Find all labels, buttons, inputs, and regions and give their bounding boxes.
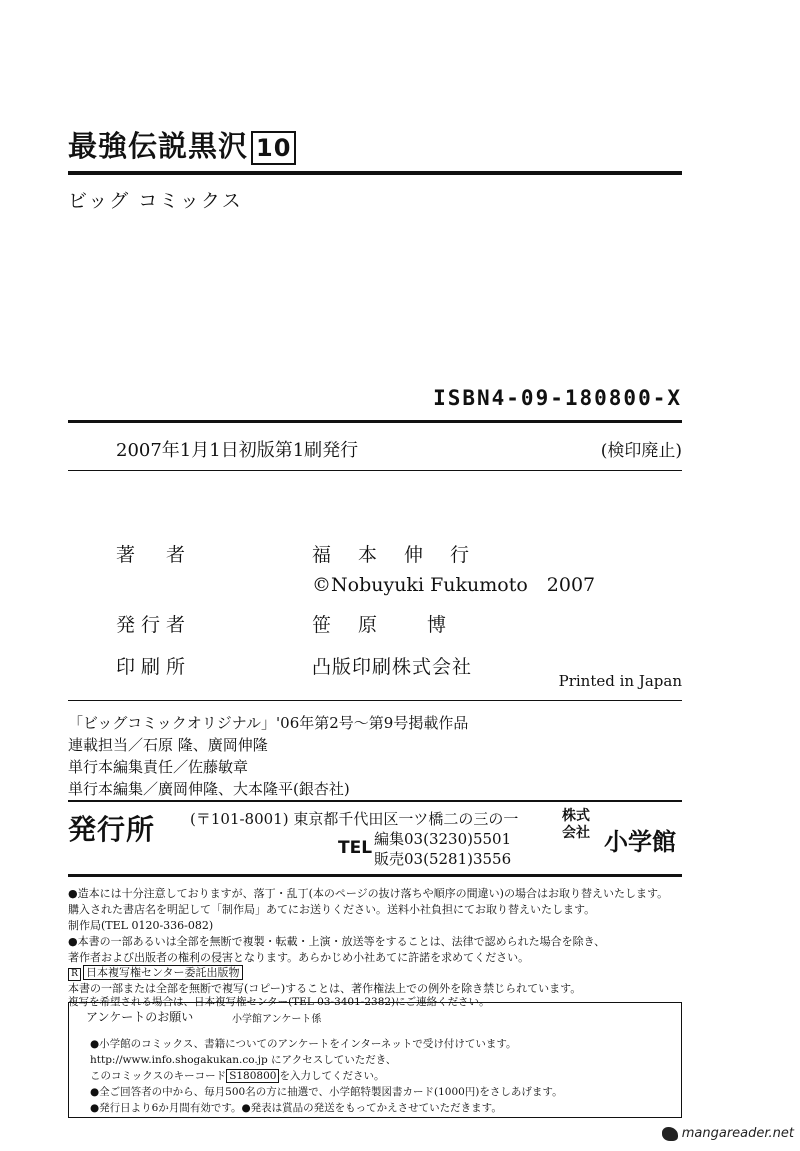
notice-line: 複写を希望される場合は、日本複写権センター(TEL 03-3401-2382)にご連絡ください。	[68, 996, 490, 1008]
publisher-rule	[68, 874, 682, 877]
isbn: ISBN4-09-180800-X	[433, 386, 682, 410]
keycode-suffix: を入力してください。	[279, 1070, 385, 1082]
printer-name: 凸版印刷株式会社	[312, 656, 473, 678]
copyright: ©Nobuyuki Fukumoto 2007	[312, 574, 596, 596]
watermark	[662, 1126, 794, 1141]
jrrc-label: 日本複写権センター委託出版物	[83, 965, 243, 980]
credit-line: 単行本編集責任／佐藤敏章	[68, 758, 249, 776]
book-title-text: 最強伝説黒沢	[68, 129, 249, 163]
tel-label: TEL	[338, 838, 373, 858]
notice-line: 本書の一部または全部を無断で複写(コピー)することは、著作権法上での例外を除き禁じられています。	[68, 982, 582, 995]
publisher-label: 発行者	[116, 614, 192, 636]
jrrc-mark: R	[68, 968, 81, 981]
publisher-address: (〒101-8001) 東京都千代田区一ツ橋二の三の一	[190, 810, 519, 828]
staff-rule	[68, 700, 682, 701]
keycode-prefix: このコミックスのキーコード	[90, 1070, 227, 1082]
seal-abolished: (検印廃止)	[600, 441, 682, 461]
series-name: ビッグ コミックス	[68, 190, 243, 212]
notice-line: 制作局(TEL 0120-336-082)	[68, 919, 214, 932]
title-rule	[68, 171, 682, 175]
edition-rule	[68, 470, 682, 471]
survey-line: ●小学館のコミックス、書籍についてのアンケートをインターネットで受け付けています。	[90, 1038, 517, 1050]
notice-line: ●本書の一部あるいは全部を無断で複製・転載・上演・放送等をすることは、法律で認められた場合を除き、	[68, 935, 606, 948]
notice-line: 著作者および出版者の権利の侵害となります。あらかじめ小社あてに許諾を求めてください。	[68, 951, 530, 964]
tel-sales: 販売03(5281)3556	[374, 850, 512, 868]
key-code: S180800	[226, 1069, 279, 1083]
book-title	[68, 124, 296, 165]
notice-jrrc-line	[68, 964, 243, 981]
notice-line: 購入された書店名を明記して「制作局」あてにお送りください。送料小社負担にてお取り替えいたします。	[68, 903, 596, 916]
survey-keycode-line	[90, 1068, 384, 1083]
survey-dept: 小学館アンケート係	[232, 1014, 322, 1025]
printed-in-japan: Printed in Japan	[558, 672, 682, 690]
credit-line: 連載担当／石原 隆、廣岡伸隆	[68, 736, 268, 754]
credits-rule	[68, 800, 682, 802]
watermark-logo-icon	[662, 1127, 678, 1141]
company-name: 小学館	[604, 828, 676, 856]
watermark-text: mangareader.net	[681, 1126, 794, 1141]
volume-number: 10	[251, 131, 296, 165]
survey-title: アンケートのお願い	[86, 1010, 194, 1024]
author-name: 福 本 伸 行	[312, 544, 474, 566]
author-label: 著 者	[116, 544, 192, 566]
tel-editorial: 編集03(3230)5501	[374, 830, 512, 848]
survey-line: ●全ご回答者の中から、毎月500名の方に抽選で、小学館特製図書カード(1000円)をさしあげます。	[90, 1086, 563, 1098]
credit-line: 「ビッグコミックオリジナル」'06年第2号～第9号掲載作品	[68, 714, 469, 732]
credit-line: 単行本編集／廣岡伸隆、大本隆平(銀杏社)	[68, 780, 350, 798]
survey-line: ●発行日より6か月間有効です。●発表は賞品の発送をもってかえさせていただきます。	[90, 1102, 502, 1114]
publisher-name: 笹 原 博	[312, 614, 451, 636]
notice-line: ●造本には十分注意しておりますが、落丁・乱丁(本のページの抜け落ちや順序の間違い)の場合はお取り替えいたします。	[68, 887, 669, 900]
publishing-office-heading: 発行所	[68, 813, 156, 846]
printer-label: 印刷所	[116, 656, 192, 678]
company-type: 株式会社	[562, 808, 590, 841]
first-print-date: 2007年1月1日初版第1刷発行	[116, 440, 359, 461]
isbn-rule	[68, 420, 682, 423]
survey-url-line: http://www.info.shogakukan.co.jp にアクセスしていただき、	[90, 1054, 397, 1066]
